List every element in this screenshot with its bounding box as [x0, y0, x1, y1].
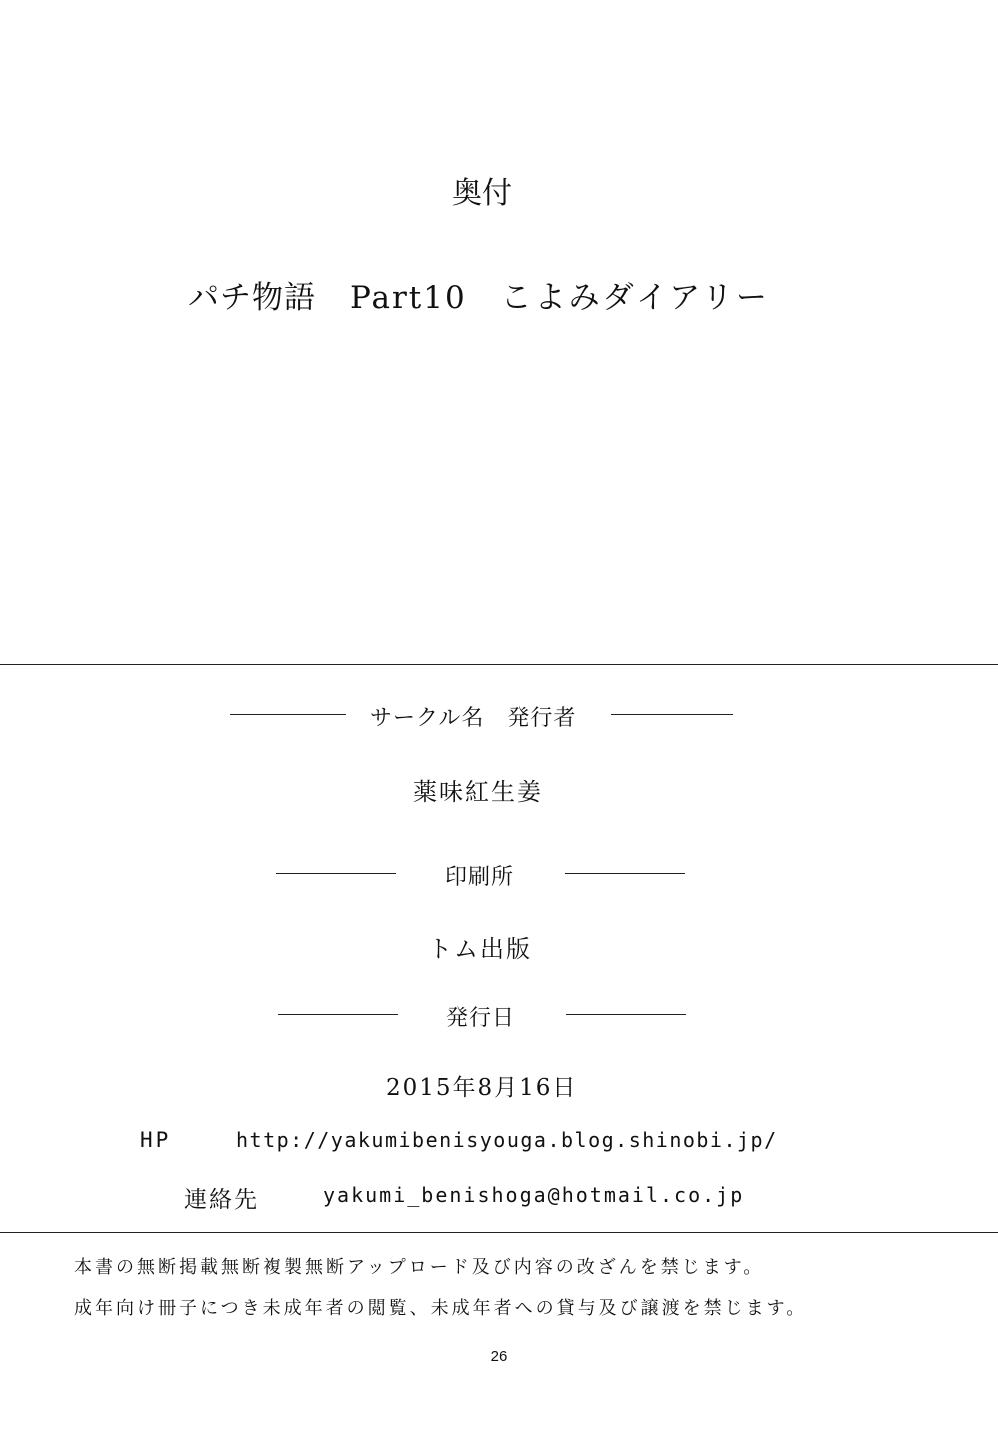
publish-date: 2015年8月16日: [386, 1075, 578, 1101]
homepage-label: HP: [140, 1128, 172, 1152]
contact-email[interactable]: yakumi_benishoga@hotmail.co.jp: [323, 1183, 745, 1207]
printer-name: トム出版: [428, 935, 532, 963]
title-series: パチ物語: [188, 280, 316, 316]
circle-rule-left: [230, 714, 346, 715]
circle-label: サークル名 発行者: [370, 706, 577, 731]
circle-rule-right: [611, 714, 733, 715]
date-rule-right: [566, 1014, 686, 1015]
contact-label: 連絡先: [184, 1187, 259, 1213]
homepage-url[interactable]: http://yakumibenisyouga.blog.shinobi.jp/: [236, 1128, 778, 1152]
date-label: 発行日: [446, 1006, 516, 1031]
colophon-heading: 奥付: [452, 176, 512, 211]
circle-name: 薬味紅生姜: [413, 778, 543, 806]
notice-line: 成年向け冊子につき未成年者の閲覧、未成年者への貸与及び譲渡を禁じます。: [74, 1298, 808, 1319]
printer-rule-left: [276, 873, 396, 874]
top-divider: [0, 664, 998, 665]
title-subtitle: こよみダイアリー: [500, 280, 770, 316]
book-title: [188, 272, 770, 317]
printer-rule-right: [565, 873, 685, 874]
notice-line: 本書の無断掲載無断複製無断アップロード及び内容の改ざんを禁じます。: [74, 1257, 765, 1278]
title-part: Part10: [350, 280, 467, 316]
date-rule-left: [278, 1014, 398, 1015]
page-number: 26: [490, 1348, 508, 1365]
bottom-divider: [0, 1232, 998, 1233]
printer-label: 印刷所: [445, 865, 515, 890]
